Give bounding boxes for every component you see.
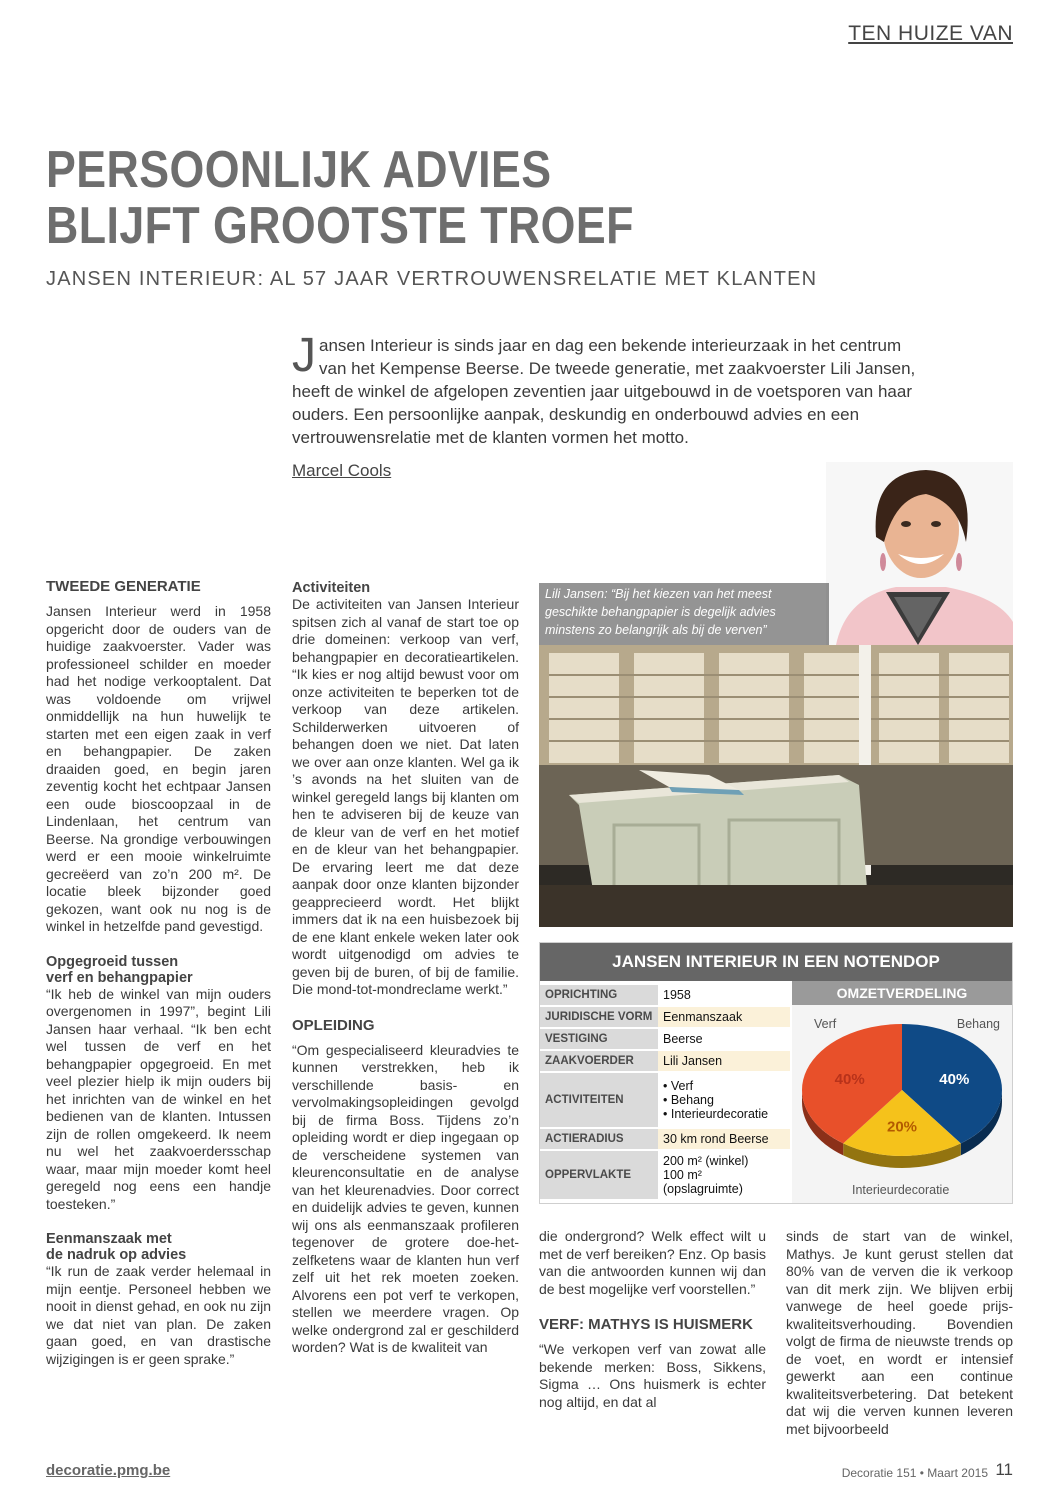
table-row — [540, 1028, 790, 1050]
paragraph: sinds de start van de winkel, Mathys. Je kunt gerust stellen dat 80% van de verven die ik verkoop van dit merk zijn. We blijven erbij vanwege de heel goede prijs-kwaliteitsverhouding. Bovendien volgt de firma de nieuwste trends op de voet, en wordt er intensief gewerkt aan een continue kwaliteitsverbetering. Dat betekent dat wij die verven kunnen leveren met bijvoorbeeld — [786, 1228, 1013, 1437]
paragraph: “Ik run de zaak verder helemaal in mijn eentje. Personeel hebben we nooit in dienst gehad, en ook nu zijn we dat niet van plan. De zaken gaan goed, en van drastische wijzigingen is er geen sprake.” — [46, 1263, 271, 1367]
section-tag: TEN HUIZE VAN — [848, 22, 1013, 45]
table-row — [540, 1150, 790, 1200]
factbox-title: JANSEN INTERIEUR IN EEN NOTENDOP — [540, 943, 1012, 981]
paragraph: “Ik heb de winkel van mijn ouders overgenomen in 1997”, begint Lili Jansen haar verhaal. “Ik ben echt wel tussen de verf en het behangpapier opgegroeid. En met veel plezier hielp ik mijn ouders bij het inrichten van de winkel en het bedienen van de klanten. Intussen zijn de rollen omgekeerd. Ik neem nu wel het zaakvoerdersschap waar, maar mijn moeder komt heel geregeld nog eens een handje toesteken.” — [46, 985, 271, 1212]
heading-tweede-generatie: TWEEDE GENERATIE — [46, 578, 201, 595]
fact-key: ACTIVITEITEN — [540, 1072, 658, 1128]
table-row — [540, 985, 790, 1006]
pie-data-label: 20% — [886, 1118, 918, 1136]
fact-value: 30 km rond Beerse — [658, 1128, 790, 1150]
author-byline[interactable]: Marcel Cools — [292, 461, 392, 480]
footer-url-link[interactable]: decoratie.pmg.be — [46, 1462, 171, 1479]
column-2 — [292, 580, 519, 1357]
table-row — [540, 1050, 790, 1072]
fact-value: 1958 — [658, 985, 790, 1006]
legend-label-behang: Behang — [956, 1017, 1000, 1031]
fact-value: Eenmanszaak — [658, 1006, 790, 1028]
fact-key: OPRICHTING — [540, 985, 658, 1006]
subheading-opgegroeid: Opgegroeid tussen verf en behangpapier — [46, 953, 193, 986]
heading-verf-mathys: VERF: MATHYS IS HUISMERK — [539, 1316, 753, 1333]
fact-value: • Verf • Behang • Interieurdecoratie — [658, 1072, 790, 1128]
pie-chart-area — [792, 1005, 1012, 1203]
legend-label-verf: Verf — [814, 1017, 837, 1031]
footer-issue: Decoratie 151 • Maart 2015 — [841, 1466, 988, 1480]
pie-data-label: 40% — [834, 1070, 865, 1088]
intro-paragraph — [292, 329, 932, 449]
dropcap: J — [292, 329, 316, 382]
facts-table — [540, 985, 790, 1201]
photo-caption: Lili Jansen: “Bij het kiezen van het meest geschikte behangpapier is degelijk advies minstens zo belangrijk als bij de verven” — [545, 587, 776, 637]
shop-interior-photo — [539, 645, 1013, 927]
heading-opleiding: OPLEIDING — [292, 1016, 375, 1034]
legend-label-interieurdecoratie: Interieurdecoratie — [852, 1183, 950, 1197]
chart-title: OMZETVERDELING — [792, 981, 1012, 1005]
fact-key: VESTIGING — [540, 1028, 658, 1050]
headline-line1: PERSOONLIJK ADVIES — [46, 141, 552, 199]
pie-chart — [792, 1015, 1012, 1185]
intro-text: ansen Interieur is sinds jaar en dag een bekende interieurzaak in het centrum van het Kempense Beerse. De tweede generatie, met zaakvoerster Lili Jansen, heeft de winkel de afgelopen zeventien jaar uitgebouwd in de voetsporen van haar ouders. Een persoonlijke aanpak, deskundig en onderbouwd advies en een vertrouwensrelatie met de klanten vormen het motto. — [292, 336, 916, 447]
fact-key: JURIDISCHE VORM — [540, 1006, 658, 1028]
pie-data-label: 40% — [939, 1070, 970, 1088]
headline — [46, 142, 820, 254]
fact-value: Beerse — [658, 1028, 790, 1050]
column-1 — [46, 578, 271, 1368]
paragraph: “Om gespecialiseerd kleuradvies te kunnen verstrekken, heb ik verschillende basis- en vervolmakingsopleidingen gevolgd bij de firma Boss. Tijdens zo’n opleiding wordt er diep ingegaan op de verscheidene systemen van kleurenconsultatie en de analyse van het kleurenadvies. Door correct en duidelijk advies te geven, kunnen wij ons als eenmanszaak profileren tegenover de grotere doe-het-zelfketens waar de klanten hun verf zelf uit het rek moeten zoeken. Alvorens een pot verf te verkopen, stellen we meerdere vragen. Op welke ondergrond zal er geschilderd worden? Wat is de kwaliteit van — [292, 1041, 519, 1355]
subheading-activiteiten: Activiteiten — [292, 580, 371, 596]
fact-key: OPPERVLAKTE — [540, 1150, 658, 1200]
fact-value: Lili Jansen — [658, 1050, 790, 1072]
fact-key: ZAAKVOERDER — [540, 1050, 658, 1072]
paragraph: Jansen Interieur werd in 1958 opgericht door de ouders van de huidige zaakvoerster. Vader was professioneel schilder en moeder had het nodige verkooptalent. Dat was voldoende om vrijwel onmiddellijk na hun huwelijk te starten met een eigen zaak in verf en behangpapier. De zaken draaiden goed, en begin jaren zeventig kocht het echtpaar Jansen een oude bioscoopzaal in de Lindenlaan, het centrum van Beerse. Na grondige verbouwingen werd er een mooie winkelruimte gecreëerd van zo’n 200 m². De locatie bleek bijzonder goed gekozen, want ook nu nog is de winkel in hetzelfde pand gevestigd. — [46, 603, 271, 934]
table-row — [540, 1006, 790, 1028]
paragraph: “We verkopen verf van zowat alle bekende merken: Boss, Sikkens, Sigma … Ons huismerk is echter nog altijd, en dat al — [539, 1341, 766, 1410]
table-row — [540, 1128, 790, 1150]
fact-value: 200 m² (winkel) 100 m² (opslagruimte) — [658, 1150, 790, 1200]
subheadline: JANSEN INTERIEUR: AL 57 JAAR VERTROUWENSRELATIE MET KLANTEN — [46, 268, 818, 290]
portrait-photo — [826, 462, 1013, 645]
column-3 — [539, 1228, 766, 1411]
subheading-eenmanszaak: Eenmanszaak met de nadruk op advies — [46, 1231, 187, 1263]
column-4 — [786, 1228, 1013, 1438]
factbox — [539, 942, 1013, 1204]
paragraph: die ondergrond? Welk effect wilt u met de verf bereiken? Enz. Op basis van die antwoorden kunnen wij dan de best mogelijke verf voorstellen.” — [539, 1228, 766, 1297]
fact-key: ACTIERADIUS — [540, 1128, 658, 1150]
page-number: 11 — [995, 1460, 1013, 1479]
paragraph: De activiteiten van Jansen Interieur spitsen zich al vanaf de start toe op drie domeinen: verkoop van verf, behangpapier en decoratieartikelen. “Ik kies er nog altijd bewust voor om onze activiteiten te beperken tot de verkoop van deze artikelen. Schilderwerken uitvoeren of behangen doen we niet. Dat laten we over aan onze klanten. Wel ga ik ’s avonds na het sluiten van de winkel geregeld langs bij klanten om hen te adviseren bij de keuze van de kleur van de verf en het motief en de kleur van het behangpapier. De ervaring leert me dat deze aanpak door onze klanten bijzonder geapprecieerd wordt. Het blijkt immers dat ik na een huisbezoek bij de ene klant enkele weken later ook wordt uitgenodigd om advies te geven bij de buren, of bij de familie. Die mond-tot-mondreclame werkt.” — [292, 596, 519, 997]
table-row — [540, 1072, 790, 1128]
headline-line2: BLIJFT GROOTSTE TROEF — [46, 197, 634, 255]
